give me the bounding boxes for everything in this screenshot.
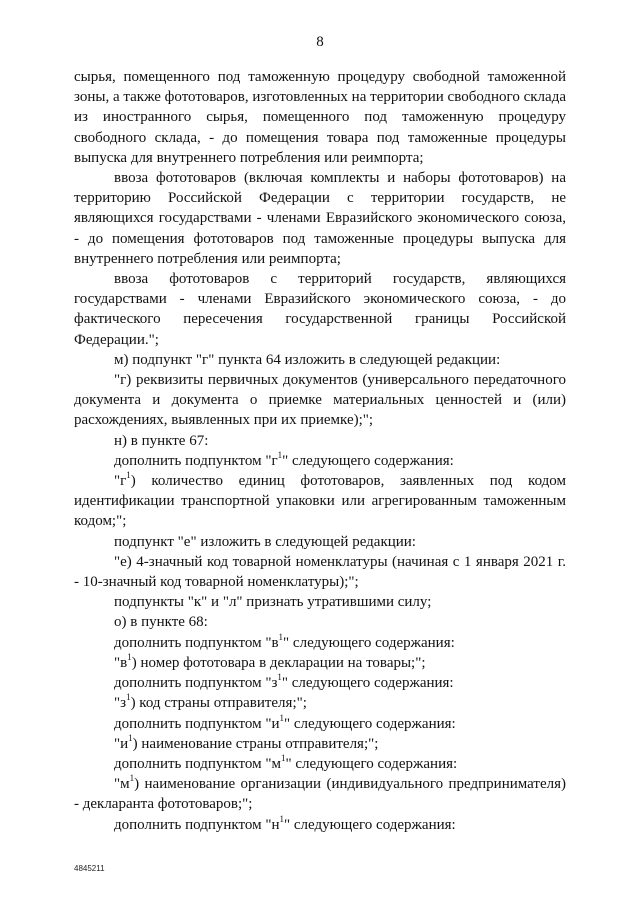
paragraph-with-superscript: дополнить подпунктом "$в^1$" следующего содержания:: [114, 631, 455, 651]
page-number: 8: [316, 34, 324, 50]
paragraph: "г) реквизиты первичных документов (универсального передаточного документа и документа о приемке материальных ценностей и (или) расхождениях, выявленных при их приемке);";: [74, 372, 566, 429]
paragraph: ввоза фототоваров (включая комплекты и наборы фототоваров) на территорию Российской Федерации с территории государств, не являющихся государствами - членами Евразийского экономического союза, - до помещения фототоваров под таможенные процедуры выпуска для внутреннего потребления или реимпорта;: [74, 170, 566, 267]
paragraph-with-superscript: дополнить подпунктом "$и^1$" следующего содержания:: [114, 712, 456, 732]
paragraph: о) в пункте 68:: [114, 614, 208, 631]
paragraph-continuation: сырья, помещенного под таможенную процедуру свободной таможенной зоны, а также фототоваров, изготовленных на территории свободного склада из иностранного сырья, помещенного под таможенную процедуру свободного склада, - до помещения товара под таможенные процедуры выпуска для внутреннего потребления или реимпорта;: [74, 69, 566, 166]
paragraph-with-superscript: дополнить подпунктом "$г^1$" следующего содержания:: [114, 449, 454, 469]
paragraph: м) подпункт "г" пункта 64 изложить в следующей редакции:: [114, 351, 501, 368]
paragraph: подпункты "к" и "л" признать утратившими силу;: [114, 594, 432, 611]
paragraph: ввоза фототоваров с территорий государств, являющихся государствами - членами Евразийского экономического союза, - до фактического пересечения государственной границы Российской Федерации.";: [74, 271, 566, 348]
paragraph: н) в пункте 67:: [114, 432, 209, 449]
document-body: [74, 67, 566, 835]
paragraph-with-superscript: дополнить подпунктом "$н^1$" следующего содержания:: [114, 813, 456, 833]
paragraph-with-superscript: "$г^1$) количество единиц фототоваров, заявленных под кодом идентификации транспортной упаковки или агрегированным таможенным кодом;";: [74, 470, 566, 530]
paragraph-with-superscript: "$з^1$) код страны отправителя;";: [114, 692, 307, 712]
paragraph-with-superscript: дополнить подпунктом "$з^1$" следующего содержания:: [114, 672, 454, 692]
paragraph-with-superscript: "$и^1$) наименование страны отправителя;";: [114, 732, 379, 752]
document-code: 4845211: [74, 864, 105, 873]
paragraph-with-superscript: "$в^1$) номер фототовара в декларации на товары;";: [114, 651, 426, 671]
paragraph-with-superscript: дополнить подпунктом "$м^1$" следующего содержания:: [114, 752, 458, 772]
paragraph-with-superscript: "$м^1$) наименование организации (индивидуального предпринимателя) - декларанта фототоваров;";: [74, 773, 566, 813]
paragraph: подпункт "е" изложить в следующей редакции:: [114, 533, 416, 550]
paragraph: "е) 4-значный код товарной номенклатуры (начиная с 1 января 2021 г. - 10-значный код товарной номенклатуры);";: [74, 553, 566, 591]
